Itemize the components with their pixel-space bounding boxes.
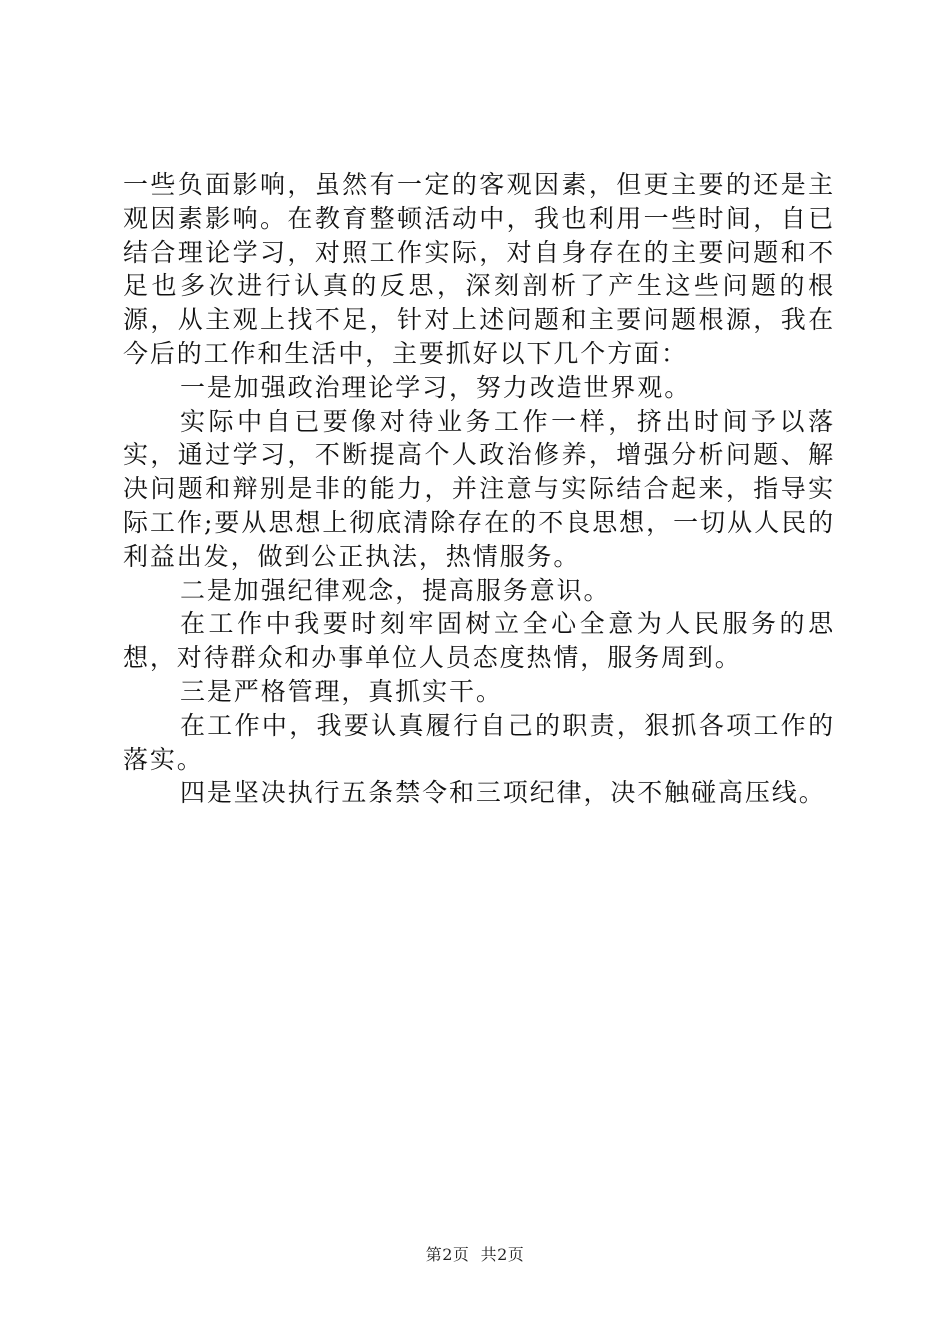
paragraph-heading-4: 四是坚决执行五条禁令和三项纪律，决不触碰高压线。 bbox=[180, 778, 826, 808]
paragraph-body-1: 实际中自已要像对待业务工作一样，挤出时间予以落实，通过学习，不断提高个人政治修养，增强分析问题、解决问题和辩别是非的能力，并注意与实际结合起来，指导实际工作;要从思想上彻底清除存在的不良思想，一切从人民的利益出发，做到公正执法，热情服务。 bbox=[123, 406, 835, 571]
paragraph-heading-3: 三是严格管理，真抓实干。 bbox=[180, 676, 503, 706]
paragraph-heading-2: 二是加强纪律观念，提高服务意识。 bbox=[180, 575, 611, 605]
paragraph-intro: 一些负面影响，虽然有一定的客观因素，但更主要的还是主观因素影响。在教育整顿活动中，我也利用一些时间，自已结合理论学习，对照工作实际，对自身存在的主要问题和不足也多次进行认真的反思，深刻剖析了产生这些问题的根源，从主观上找不足，针对上述问题和主要问题根源，我在今后的工作和生活中，主要抓好以下几个方面： bbox=[123, 170, 835, 368]
paragraph-body-2: 在工作中我要时刻牢固树立全心全意为人民服务的思想，对待群众和办事单位人员态度热情，服务周到。 bbox=[123, 609, 835, 673]
paragraph-heading-1: 一是加强政治理论学习，努力改造世界观。 bbox=[180, 372, 692, 402]
page-number-footer: 第2页 共2页 bbox=[425, 1245, 525, 1264]
document-body bbox=[123, 168, 835, 810]
paragraph-body-3: 在工作中，我要认真履行自己的职责，狠抓各项工作的落实。 bbox=[123, 710, 835, 774]
